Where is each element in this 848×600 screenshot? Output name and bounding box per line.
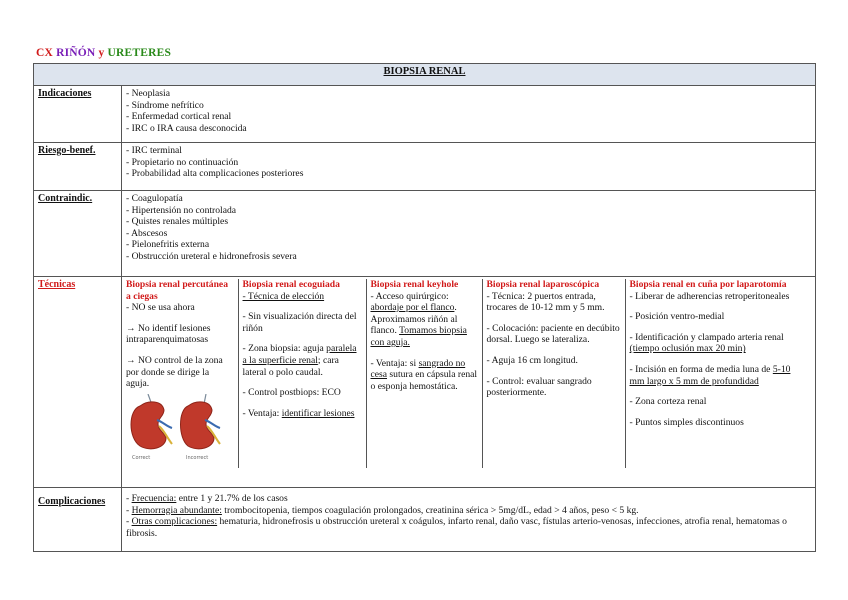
text-segment: - Acceso quirúrgico: xyxy=(370,290,449,302)
tecnica-laparotomia xyxy=(625,279,811,468)
list-item: - Síndrome nefrítico xyxy=(126,99,204,111)
text-segment: - xyxy=(126,504,132,516)
list-item: - Coagulopatía xyxy=(126,193,183,204)
table-header: BIOPSIA RENAL xyxy=(34,64,816,86)
tecnica-title: Biopsia renal ecoguiada xyxy=(242,279,340,290)
tecnica-title: Biopsia renal keyhole xyxy=(370,279,459,290)
tecnica-line: - Sin visualización directa del riñón xyxy=(242,311,357,334)
tecnica-line xyxy=(243,408,362,420)
list-item: - Quistes renales múltiples xyxy=(126,216,229,228)
tecnica-title: Biopsia renal laparoscópica xyxy=(486,279,600,290)
list-item: - Pielonefritis externa xyxy=(126,239,210,251)
text-segment: - xyxy=(126,516,132,528)
list-item: - IRC terminal xyxy=(126,145,182,156)
complicacion-line xyxy=(126,516,811,539)
tecnica-line: - Puntos simples discontinuos xyxy=(629,416,744,428)
title-cx: CX xyxy=(36,47,54,59)
text-segment: entre 1 y 21.7% de los casos xyxy=(176,493,288,504)
label-tecnicas: Técnicas xyxy=(34,277,122,488)
list-item: - Propietario no continuación xyxy=(126,156,239,168)
tecnica-line: - Posición ventro-medial xyxy=(629,311,725,323)
row-complicaciones xyxy=(34,488,816,552)
list-item: - Enfermedad cortical renal xyxy=(126,111,232,123)
tecnica-line xyxy=(630,332,808,355)
tecnicas-grid xyxy=(126,279,811,468)
tecnica-line: - Técnica: 2 puertos entrada, trocares de 10-12 mm y 5 mm. xyxy=(486,290,605,314)
kidney-label-incorrect: Incorrect xyxy=(186,454,209,461)
label-indicaciones: Indicaciones xyxy=(34,86,122,143)
text-segment: ; cara lateral o polo caudal. xyxy=(242,354,339,378)
tecnica-line xyxy=(630,364,808,387)
text-segment: identificar lesiones xyxy=(281,407,355,419)
tecnica-percutanea xyxy=(126,279,238,468)
row-tecnicas xyxy=(34,277,816,488)
tecnica-line: - Control postbiops: ECO xyxy=(242,387,341,399)
text-segment: Hemorragia abundante: xyxy=(131,504,222,516)
list-item: - Neoplasia xyxy=(126,88,170,99)
tecnica-line xyxy=(371,358,478,393)
tecnica-line: - Liberar de adherencias retroperitoneales xyxy=(629,290,790,302)
list-item: - Abscesos xyxy=(126,227,168,239)
document-title xyxy=(36,47,171,59)
text-segment: Tomamos biopsia con aguja. xyxy=(370,325,467,348)
text-segment: sangrado no cesa xyxy=(370,357,466,381)
title-y: y xyxy=(98,47,105,59)
tecnica-line: - NO se usa ahora xyxy=(126,302,195,314)
text-segment: Otras complicaciones: xyxy=(131,516,218,528)
content-contraindic xyxy=(122,191,816,277)
label-riesgo: Riesgo-benef. xyxy=(34,143,122,191)
text-segment: . Aproximamos riñón al flanco. xyxy=(370,302,458,337)
title-rinon: RIÑÓN xyxy=(56,47,96,59)
tecnica-line: - Zona corteza renal xyxy=(629,396,707,408)
text-segment: hematuria, hidronefrosis u obstrucción ureteral x coágulos, infarto renal, daño vasc, fístulas arterio-venosas, infecciones, atrofia renal, hematomas o fibrosis. xyxy=(126,516,787,539)
text-segment: trombocitopenia, tiempos coagulación prolongados, creatinina sérica > 5mg/dL, edad > 4 años, peso < 5 kg. xyxy=(221,504,639,516)
text-segment: Frecuencia: xyxy=(131,493,177,504)
label-complicaciones: Complicaciones xyxy=(34,488,122,552)
row-indicaciones xyxy=(34,86,816,143)
content-riesgo xyxy=(122,143,816,191)
list-item: - Obstrucción ureteral e hidronefrosis severa xyxy=(126,250,297,262)
content-complicaciones xyxy=(122,488,816,552)
row-contraindic xyxy=(34,191,816,277)
complicacion-line xyxy=(126,493,811,505)
tecnica-title: Biopsia renal percutánea a ciegas xyxy=(126,279,228,302)
content-tecnicas xyxy=(122,277,816,488)
text-segment: - Zona biopsia: aguja xyxy=(242,343,327,355)
title-ureteres: URETERES xyxy=(107,47,172,59)
kidney-label-correct: Correct xyxy=(132,454,151,461)
text-segment: abordaje por el flanco xyxy=(370,302,455,314)
list-item: - IRC o IRA causa desconocida xyxy=(126,122,247,134)
list-item: - Probabilidad alta complicaciones posteriores xyxy=(126,168,304,180)
tecnica-ecoguiada xyxy=(238,279,366,468)
text-segment: - xyxy=(126,493,132,504)
tecnica-line: - Técnica de elección xyxy=(242,290,325,302)
text-segment: sutura en cápsula renal o esponja hemostática. xyxy=(370,369,478,392)
text-segment: paralela a la superficie renal xyxy=(242,343,357,366)
tecnica-line: → NO control de la zona por donde se dirige la aguja. xyxy=(126,354,223,390)
row-riesgo xyxy=(34,143,816,191)
tecnica-keyhole xyxy=(366,279,482,468)
content-indicaciones xyxy=(122,86,816,143)
tecnica-line: - Aguja 16 cm longitud. xyxy=(486,354,578,366)
text-segment: - Incisión en forma de media luna de xyxy=(629,363,773,375)
tecnica-line xyxy=(243,343,362,378)
biopsia-table xyxy=(33,63,816,552)
tecnica-line: → No identif lesiones intraparenquimatosas xyxy=(126,322,211,346)
tecnica-title: Biopsia renal en cuña por laparotomía xyxy=(629,279,787,290)
text-segment: - Ventaja: xyxy=(242,407,282,419)
list-item: - Hipertensión no controlada xyxy=(126,204,237,216)
tecnica-line xyxy=(371,291,478,349)
text-segment: 5-10 mm largo x 5 mm de profundidad xyxy=(629,363,791,387)
text-segment: (tiempo oclusión max 20 min) xyxy=(629,343,746,355)
tecnica-line: - Colocación: paciente en decúbito dorsal. Luego se lateraliza. xyxy=(486,322,620,346)
complicacion-line xyxy=(126,505,811,517)
text-segment: - Ventaja: si xyxy=(370,357,419,369)
tecnica-line: - Control: evaluar sangrado posteriormente. xyxy=(486,375,592,399)
text-segment: - Identificación y clampado arteria renal xyxy=(629,331,784,343)
kidney-illustration xyxy=(126,394,234,466)
label-contraindic: Contraindic. xyxy=(34,191,122,277)
tecnica-laparoscopica xyxy=(482,279,625,468)
